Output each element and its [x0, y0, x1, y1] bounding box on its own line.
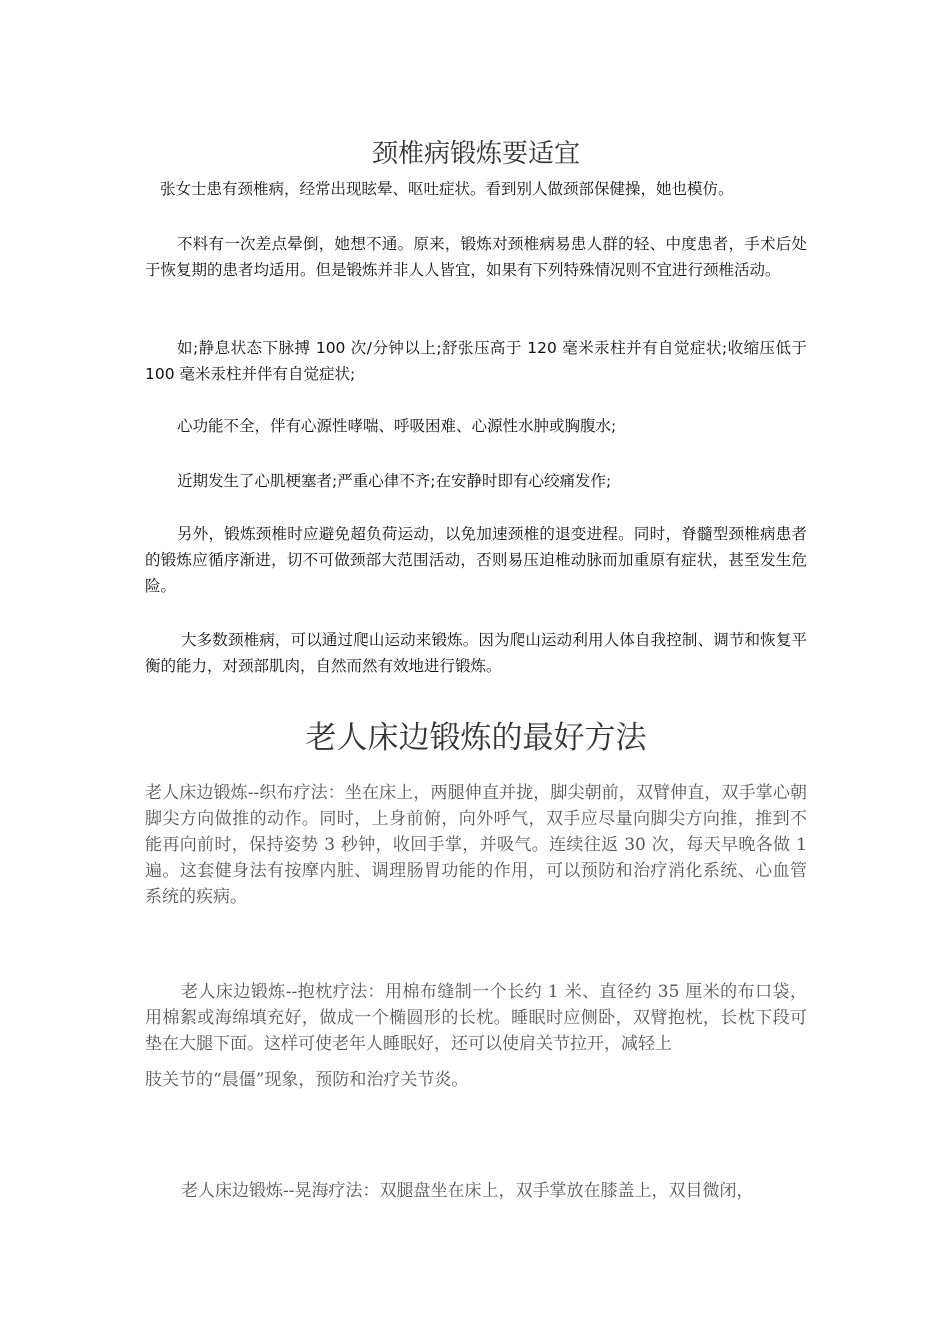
paragraph: 近期发生了心肌梗塞者;严重心律不齐;在安静时即有心绞痛发作;: [177, 472, 612, 490]
article-title-cervical: 颈椎病锻炼要适宜: [371, 139, 580, 169]
paragraph: 不料有一次差点晕倒，她想不通。原来，锻炼对颈椎病易患人群的轻、中度患者，手术后处于恢复期的患者均适用。但是锻炼并非人人皆宜，如果有下列特殊情况则不宜进行颈椎活动。: [145, 235, 807, 279]
paragraph: 老人床边锻炼--晃海疗法：双腿盘坐在床上，双手掌放在膝盖上，双目微闭，: [181, 1181, 754, 1201]
paragraph: 大多数颈椎病，可以通过爬山运动来锻炼。因为爬山运动利用人体自我控制、调节和恢复平衡的能力，对颈部肌肉，自然而然有效地进行锻炼。: [145, 631, 807, 675]
paragraph: 老人床边锻炼--织布疗法：坐在床上，两腿伸直并拢，脚尖朝前，双臂伸直，双手掌心朝脚尖方向做推的动作。同时，上身前俯，向外呼气，双手应尽量向脚尖方向推，推到不能再向前时，保持姿势 3 秒钟，收回手掌，并吸气。连续往返 30 次，每天早晚各做 1 遍。这套健身法有按摩内脏、调理肠胃功能的作用，可以预防和治疗消化系统、心血管系统的疾病。: [145, 783, 807, 907]
paragraph: 肢关节的“晨僵”现象，预防和治疗关节炎。: [145, 1070, 469, 1090]
paragraph: 另外，锻炼颈椎时应避免超负荷运动，以免加速颈椎的退变进程。同时，脊髓型颈椎病患者的锻炼应循序渐进，切不可做颈部大范围活动，否则易压迫椎动脉而加重原有症状，甚至发生危险。: [145, 525, 807, 595]
article-title-elderly-exercise: 老人床边锻炼的最好方法: [305, 720, 647, 756]
paragraph: 心功能不全，伴有心源性哮喘、呼吸困难、心源性水肿或胸腹水;: [177, 417, 617, 435]
paragraph: 张女士患有颈椎病，经常出现眩晕、呕吐症状。看到别人做颈部保健操，她也模仿。: [160, 180, 734, 198]
paragraph: 老人床边锻炼--抱枕疗法：用棉布缝制一个长约 1 米、直径约 35 厘米的布口袋，用棉絮或海绵填充好，做成一个椭圆形的长枕。睡眠时应侧卧，双臂抱枕，长枕下段可垫在大腿下面。这样可使老年人睡眠好，还可以使肩关节拉开，减轻上: [145, 982, 807, 1054]
paragraph: 如;静息状态下脉搏 100 次/分钟以上;舒张压高于 120 毫米汞柱并有自觉症状;收缩压低于 100 毫米汞柱并伴有自觉症状;: [145, 339, 807, 383]
